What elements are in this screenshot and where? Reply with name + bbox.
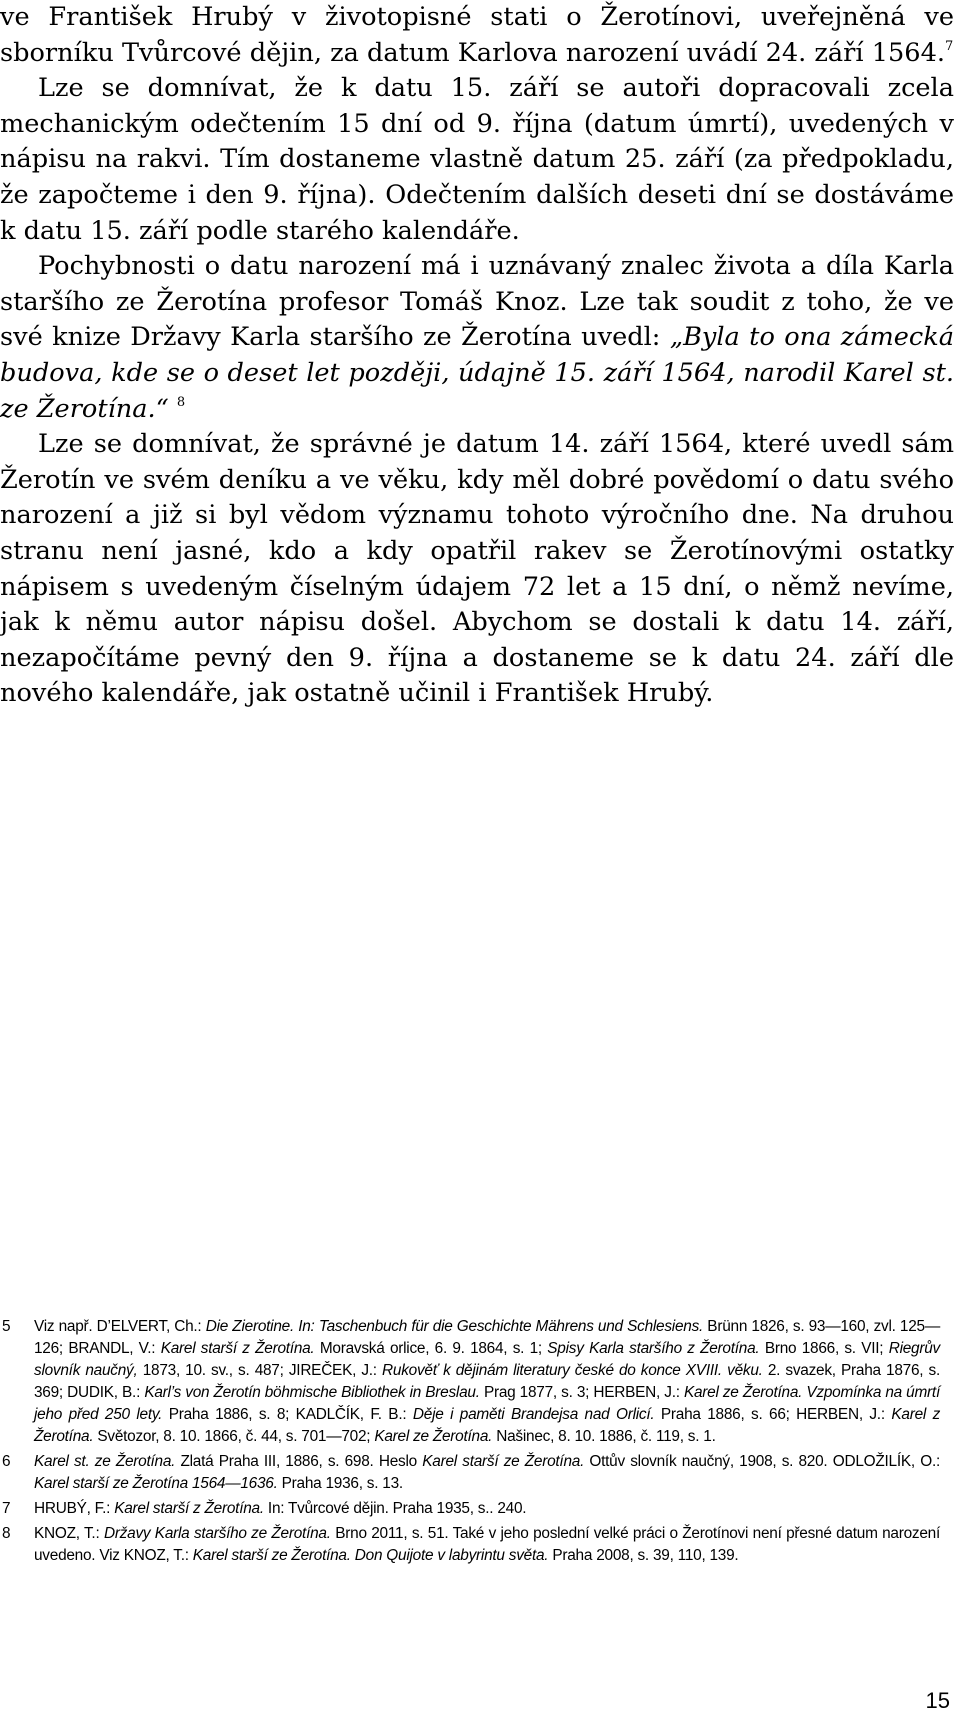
footnotes — [0, 1316, 940, 1570]
italic-text: Riegrův slovník naučný, — [34, 1340, 940, 1379]
italic-text: Karel st. ze Žerotína. — [34, 1453, 176, 1470]
text-run: HRUBÝ, F.: — [34, 1500, 115, 1517]
italic-text: Karel ze Žerotína. — [374, 1428, 493, 1445]
paragraph — [0, 427, 954, 712]
text-run: Lze se domnívat, že k datu 15. září se autoři dopracovali zcela mechanickým odečtením 15 dní od 9. října (datum úmrtí), uvedených v nápisu na rakvi. Tím dostaneme vlastně datum 25. září (za předpokladu, že započteme i den 9. října). Odečtením dalších deseti dní se dostáváme k datu 15. září podle starého kalendáře. — [0, 73, 954, 246]
paragraph — [0, 71, 954, 249]
paragraph — [0, 0, 954, 71]
footnote-text — [34, 1318, 940, 1445]
footnote — [0, 1523, 940, 1567]
italic-text: Děje i paměti Brandejsa nad Orlicí. — [412, 1406, 655, 1423]
text-run: Praha 2008, s. 39, 110, 139. — [548, 1547, 739, 1564]
footnote — [0, 1498, 940, 1520]
text-run: Našinec, 8. 10. 1886, č. 119, s. 1. — [492, 1428, 716, 1445]
paragraph — [0, 249, 954, 427]
footnote-ref: 7 — [944, 38, 954, 54]
footnote-number: 7 — [2, 1500, 11, 1517]
footnote-text — [34, 1525, 940, 1564]
text-run: Zlatá Praha III, 1886, s. 698. Heslo — [175, 1453, 423, 1470]
text-run: ve František Hrubý v životopisné stati o Žerotínovi, uveřejněná ve sborníku Tvůrcové dějin, za datum Karlova narození uvádí 24. září 1564. — [0, 2, 954, 68]
text-run: Lze se domnívat, že správné je datum 14. září 1564, které uvedl sám Žerotín ve svém deníku a ve věku, kdy měl dobré povědomí o datu svého narození a již si byl vědom významu tohoto výročního dne. Na druhou stranu není jasné, kdo a kdy opatřil rakev se Žerotínovými ostatky nápisem s uvedeným číselným údajem 72 let a 15 dní, o němž nevíme, jak k němu autor nápisu došel. Abychom se dostali k datu 14. září, nezapočítáme pevný den 9. října a dostaneme se k datu 24. září dle nového kalendáře, jak ostatně učinil i František Hrubý. — [0, 429, 954, 709]
italic-text: „Byla to ona zámecká budova, kde se o deset let později, údajně 15. září 1564, narodil Karel st. ze Žerotína.“ — [0, 322, 954, 424]
body-text — [0, 0, 954, 712]
text-run: Moravská orlice, 6. 9. 1864, s. 1; — [314, 1340, 548, 1357]
italic-text: Karel starší ze Žerotína 1564—1636. — [34, 1475, 278, 1492]
italic-text: Karel starší ze Žerotína. — [422, 1453, 585, 1470]
text-run: 2. svazek, Praha 1876, s. 369; DUDIK, B.: — [34, 1362, 940, 1401]
footnote — [0, 1316, 940, 1448]
footnote-text — [34, 1453, 940, 1492]
text-run: Brünn 1826, s. 93—160, zvl. 125—126; BRANDL, V.: — [34, 1318, 940, 1357]
italic-text: Karel z Žerotína. — [34, 1406, 941, 1445]
italic-text: Karel ze Žerotína. Vzpomínka na úmrtí jeho před 250 lety. — [34, 1384, 940, 1423]
text-run: Viz např. D’ELVERT, Ch.: — [34, 1318, 206, 1335]
italic-text: Državy Karla staršího ze Žerotína. — [103, 1525, 331, 1542]
italic-text: Die Zierotine. In: Taschenbuch für die Geschichte Mährens und Schlesiens. — [205, 1318, 704, 1335]
italic-text: Spisy Karla staršího z Žerotína. — [547, 1340, 760, 1357]
italic-text: Karel starší z Žerotína. — [160, 1340, 315, 1357]
footnote-number: 5 — [2, 1318, 11, 1335]
text-run: Brno 1866, s. VII; — [759, 1340, 889, 1357]
page-number: 15 — [925, 1688, 950, 1713]
footnote — [0, 1451, 940, 1495]
text-run: Prag 1877, s. 3; HERBEN, J.: — [479, 1384, 684, 1401]
text-run: Praha 1886, s. 66; HERBEN, J.: — [654, 1406, 892, 1423]
text-run: Ottův slovník naučný, 1908, s. 820. ODLOŽILÍK, O.: — [584, 1453, 940, 1470]
footnote-text — [34, 1500, 526, 1517]
text-run: Pochybnosti o datu narození má i uznávaný znalec života a díla Karla staršího ze Žerotína profesor Tomáš Knoz. Lze tak soudit z toho, že ve své knize Državy Karla staršího ze Žerotína uvedl: — [0, 251, 954, 353]
text-run: Praha 1886, s. 8; KADLČÍK, F. B.: — [162, 1406, 413, 1423]
italic-text: Karel starší ze Žerotína. Don Quijote v labyrintu světa. — [192, 1547, 549, 1564]
text-run — [169, 394, 177, 424]
italic-text: Rukověť k dějinám literatury české do konce XVIII. věku. — [382, 1362, 763, 1379]
text-run: Světozor, 8. 10. 1866, č. 44, s. 701—702; — [93, 1428, 375, 1445]
footnote-number: 8 — [2, 1525, 11, 1542]
text-run: Brno 2011, s. 51. Také v jeho poslední velké práci o Žerotínovi není přesné datum narození uvedeno. Viz KNOZ, T.: — [34, 1525, 941, 1564]
text-run: In: Tvůrcové dějin. Praha 1935, s.. 240. — [263, 1500, 527, 1517]
text-run: KNOZ, T.: — [34, 1525, 104, 1542]
footnote-ref: 8 — [176, 394, 186, 410]
text-run: Praha 1936, s. 13. — [277, 1475, 403, 1492]
text-run: 1873, 10. sv., s. 487; JIREČEK, J.: — [137, 1362, 383, 1379]
footnote-number: 6 — [2, 1453, 11, 1470]
italic-text: Karel starší z Žerotína. — [114, 1500, 264, 1517]
italic-text: Karl’s von Žerotín böhmische Bibliothek in Breslau. — [144, 1384, 480, 1401]
